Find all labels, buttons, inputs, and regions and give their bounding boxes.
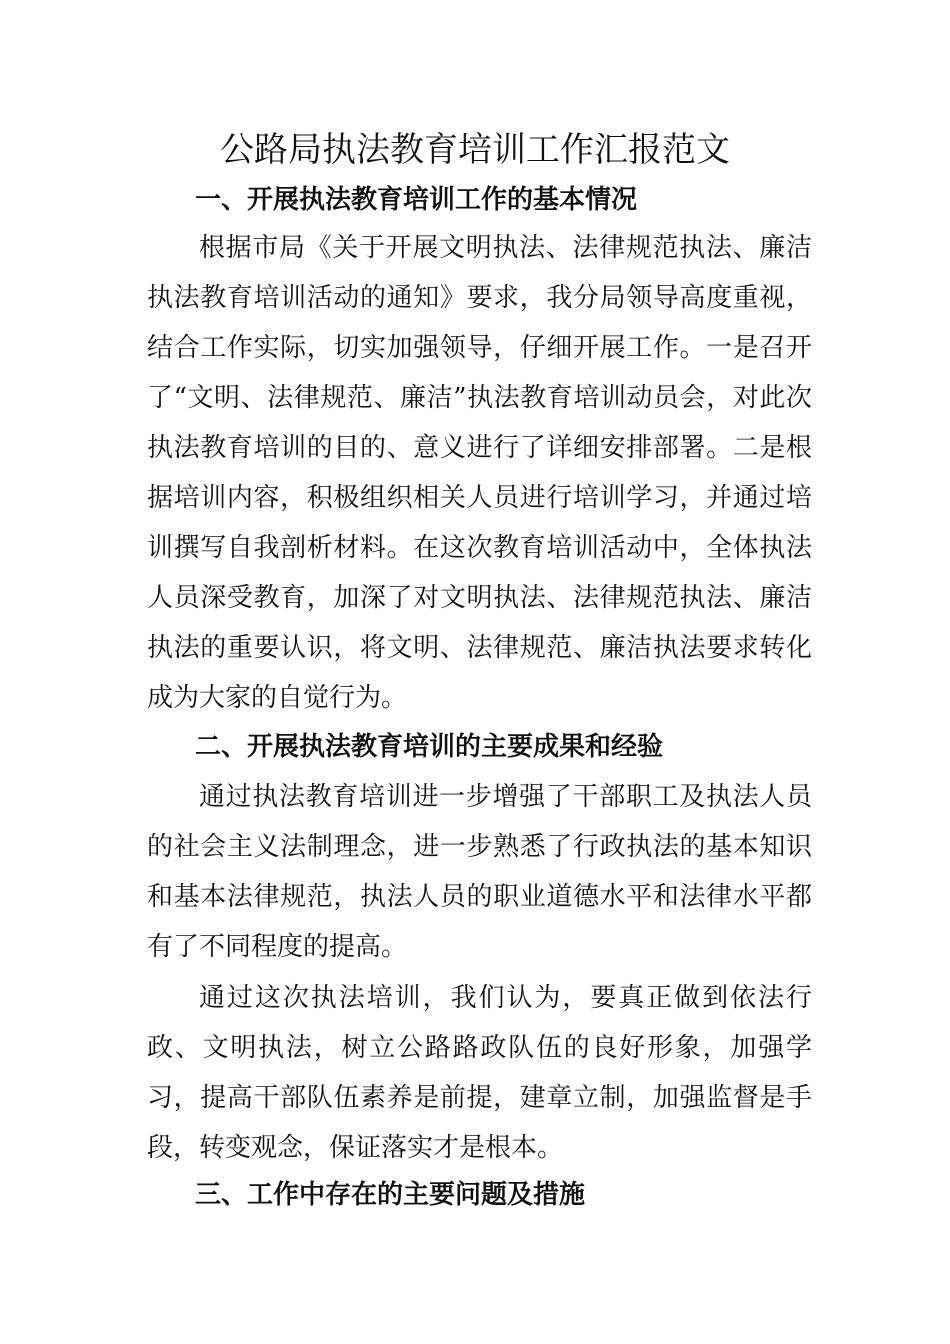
section-2-heading: 二、开展执法教育培训的主要成果和经验: [195, 732, 664, 762]
section-1-paragraph: 根据市局《关于开展文明执法、法律规范执法、廉洁执法教育培训活动的通知》要求，我分局领导高度重视，结合工作实际，切实加强领导，仔细开展工作。一是召开了“文明、法律规范、廉洁”执法教育培训动员会，对此次执法教育培训的目的、意义进行了详细安排部署。二是根据培训内容，积极组织相关人员进行培训学习，并通过培训撰写自我剖析材料。在这次教育培训活动中，全体执法人员深受教育，加深了对文明执法、法律规范执法、廉洁执法的重要认识，将文明、法律规范、廉洁执法要求转化成为大家的自觉行为。: [147, 233, 812, 713]
section-1-heading: 一、开展执法教育培训工作的基本情况: [195, 185, 638, 215]
section-2-paragraph-2: 通过这次执法培训，我们认为，要真正做到依法行政、文明执法，树立公路路政队伍的良好形象，加强学习，提高干部队伍素养是前提，建章立制，加强监督是手段，转变观念，保证落实才是根本。: [147, 983, 812, 1163]
section-3-heading: 三、工作中存在的主要问题及措施: [195, 1180, 586, 1210]
section-2-paragraph-1: 通过执法教育培训进一步增强了干部职工及执法人员的社会主义法制理念，进一步熟悉了行政执法的基本知识和基本法律规范，执法人员的职业道德水平和法律水平都有了不同程度的提高。: [147, 782, 812, 962]
document-title: 公路局执法教育培训工作汇报范文: [220, 130, 730, 170]
